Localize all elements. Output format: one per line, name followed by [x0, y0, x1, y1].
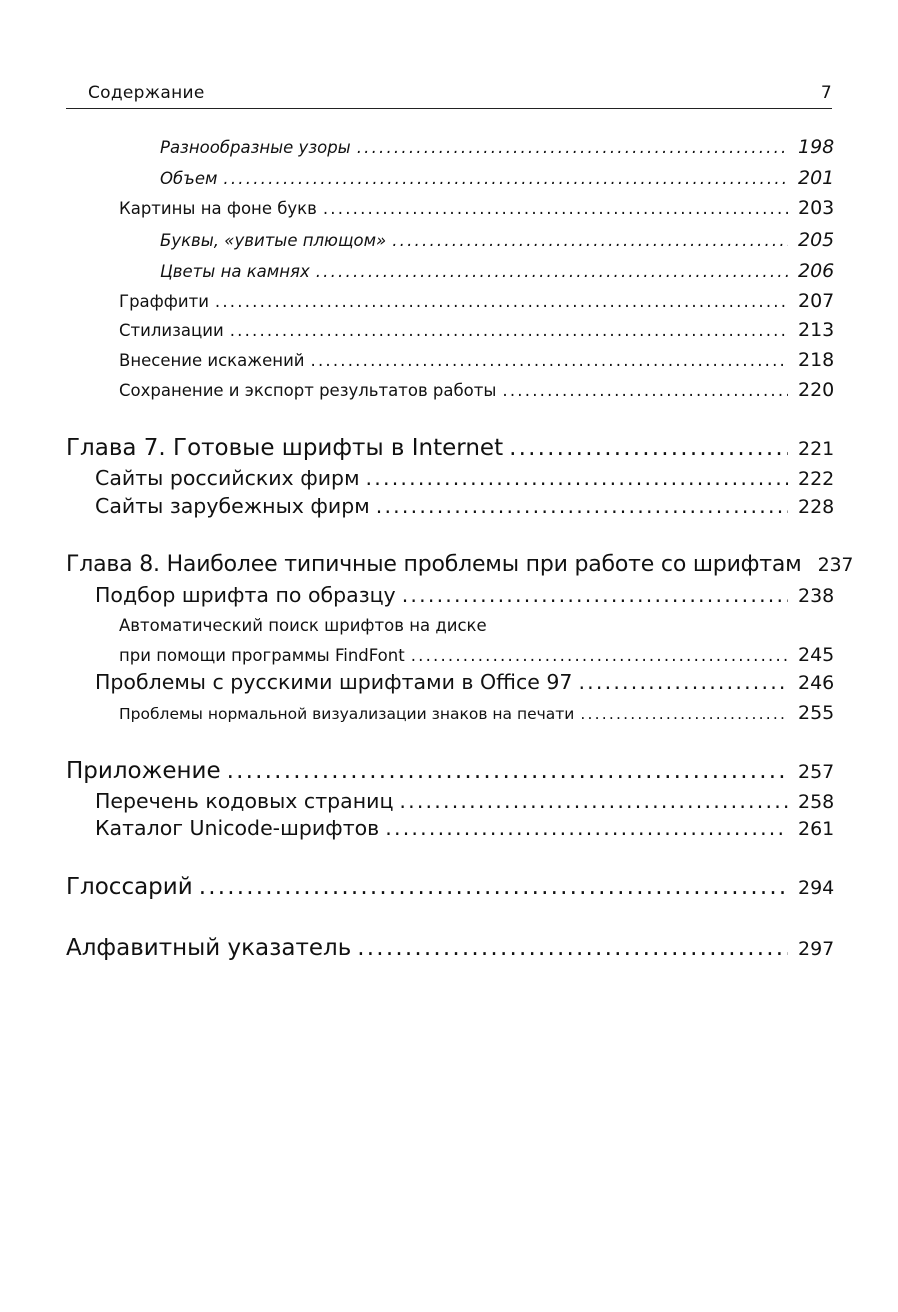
toc-entry-page: 222: [798, 468, 835, 490]
dot-leader: [366, 466, 788, 490]
toc-entry-label: Внесение искажений: [119, 351, 305, 370]
toc-entry-page: 207: [798, 290, 835, 312]
toc-entry[interactable]: [119, 379, 835, 401]
toc-entry-page: 261: [798, 818, 835, 840]
toc-entry[interactable]: [95, 466, 835, 490]
toc-entry[interactable]: [160, 136, 835, 158]
toc-entry-page: 201: [798, 167, 835, 189]
dot-leader: [402, 583, 788, 607]
toc-entry-page: 205: [798, 229, 835, 251]
toc-entry-label: при помощи программы FindFont: [119, 646, 405, 665]
dot-leader: [357, 935, 788, 961]
toc-entry-page: 258: [798, 791, 835, 813]
toc-entry[interactable]: [95, 816, 835, 840]
toc-chapter-label: Приложение: [66, 758, 221, 784]
toc-entry-label: Сайты российских фирм: [95, 466, 360, 490]
header-title: Содержание: [88, 83, 205, 103]
toc-entry-label-line1[interactable]: Автоматический поиск шрифтов на диске: [119, 616, 487, 635]
toc-entry[interactable]: [95, 494, 835, 518]
toc-entry-page: 245: [798, 644, 835, 666]
toc-entry-label: Проблемы нормальной визуализации знаков на печати: [119, 705, 575, 723]
toc-entry-page: 213: [798, 319, 835, 341]
dot-leader: [578, 670, 788, 694]
toc-entry-page: 203: [798, 197, 835, 219]
toc-entry-page: 237: [817, 554, 854, 576]
toc-entry-label: Подбор шрифта по образцу: [95, 583, 396, 607]
toc-chapter[interactable]: [66, 874, 835, 900]
toc-entry-label: Сайты зарубежных фирм: [95, 494, 370, 518]
dot-leader: [223, 169, 788, 188]
toc-entry[interactable]: [119, 197, 835, 219]
dot-leader: [230, 321, 788, 340]
toc-entry-label: Цветы на камнях: [160, 262, 310, 281]
toc-entry[interactable]: [95, 789, 835, 813]
toc-entry-label: Граффити: [119, 292, 209, 311]
dot-leader: [311, 351, 788, 370]
toc-entry[interactable]: [160, 167, 835, 189]
dot-leader: [385, 816, 788, 840]
header-page-number: 7: [820, 83, 832, 103]
toc-entry-page: 220: [798, 379, 835, 401]
toc-entry-label: Перечень кодовых страниц: [95, 789, 394, 813]
dot-leader: [199, 874, 788, 900]
toc-entry-page: 198: [798, 136, 835, 158]
toc-chapter-label: Алфавитный указатель: [66, 935, 352, 961]
toc-entry-label: Картины на фоне букв: [119, 199, 317, 218]
toc-entry-label: Стилизации: [119, 321, 224, 340]
toc-entry-label: Каталог Unicode-шрифтов: [95, 816, 380, 840]
toc-chapter[interactable]: [66, 758, 835, 784]
dot-leader: [392, 231, 788, 250]
dot-leader: [580, 705, 788, 723]
toc-entry-page: 228: [798, 496, 835, 518]
dot-leader: [411, 646, 788, 665]
toc-chapter-label: Глава 7. Готовые шрифты в Internet: [66, 435, 504, 461]
toc-entry[interactable]: [95, 670, 835, 694]
toc-entry-label: Сохранение и экспорт результатов работы: [119, 381, 497, 400]
toc-chapter[interactable]: [66, 552, 854, 577]
dot-leader: [399, 789, 788, 813]
toc-entry-page: 221: [798, 438, 835, 460]
dot-leader: [357, 138, 788, 157]
toc-entry-page: 294: [798, 877, 835, 899]
toc-entry[interactable]: [119, 290, 835, 312]
toc-entry-page: 297: [798, 938, 835, 960]
dot-leader: [316, 262, 788, 281]
toc-entry[interactable]: [160, 260, 835, 282]
toc-entry-label: Проблемы с русскими шрифтами в Office 97: [95, 670, 573, 694]
dot-leader: [376, 494, 788, 518]
toc-entry[interactable]: [119, 349, 835, 371]
toc-chapter[interactable]: [66, 435, 835, 461]
toc-entry-label: Объем: [160, 169, 218, 188]
toc-chapter-label: Глоссарий: [66, 874, 193, 900]
toc-entry[interactable]: [119, 644, 835, 666]
running-header: [66, 82, 832, 109]
dot-leader: [502, 381, 788, 400]
toc-chapter-label: Глава 8. Наиболее типичные проблемы при работе со шрифтам: [66, 552, 802, 577]
toc-entry-page: 246: [798, 672, 835, 694]
dot-leader: [323, 199, 788, 218]
toc-entry[interactable]: [119, 702, 835, 724]
toc-entry-label: Буквы, «увитые плющом»: [160, 231, 387, 250]
dot-leader: [509, 435, 788, 461]
toc-chapter[interactable]: [66, 935, 835, 961]
toc-entry-page: 206: [798, 260, 835, 282]
toc-entry-page: 218: [798, 349, 835, 371]
toc-entry[interactable]: [160, 229, 835, 251]
toc-entry[interactable]: [119, 319, 835, 341]
toc-entry-page: 238: [798, 585, 835, 607]
toc-entry-page: 255: [798, 702, 835, 724]
toc-entry-page: 257: [798, 761, 835, 783]
dot-leader: [227, 758, 788, 784]
toc-entry-label: Разнообразные узоры: [160, 138, 351, 157]
toc-entry[interactable]: [95, 583, 835, 607]
dot-leader: [215, 292, 788, 311]
